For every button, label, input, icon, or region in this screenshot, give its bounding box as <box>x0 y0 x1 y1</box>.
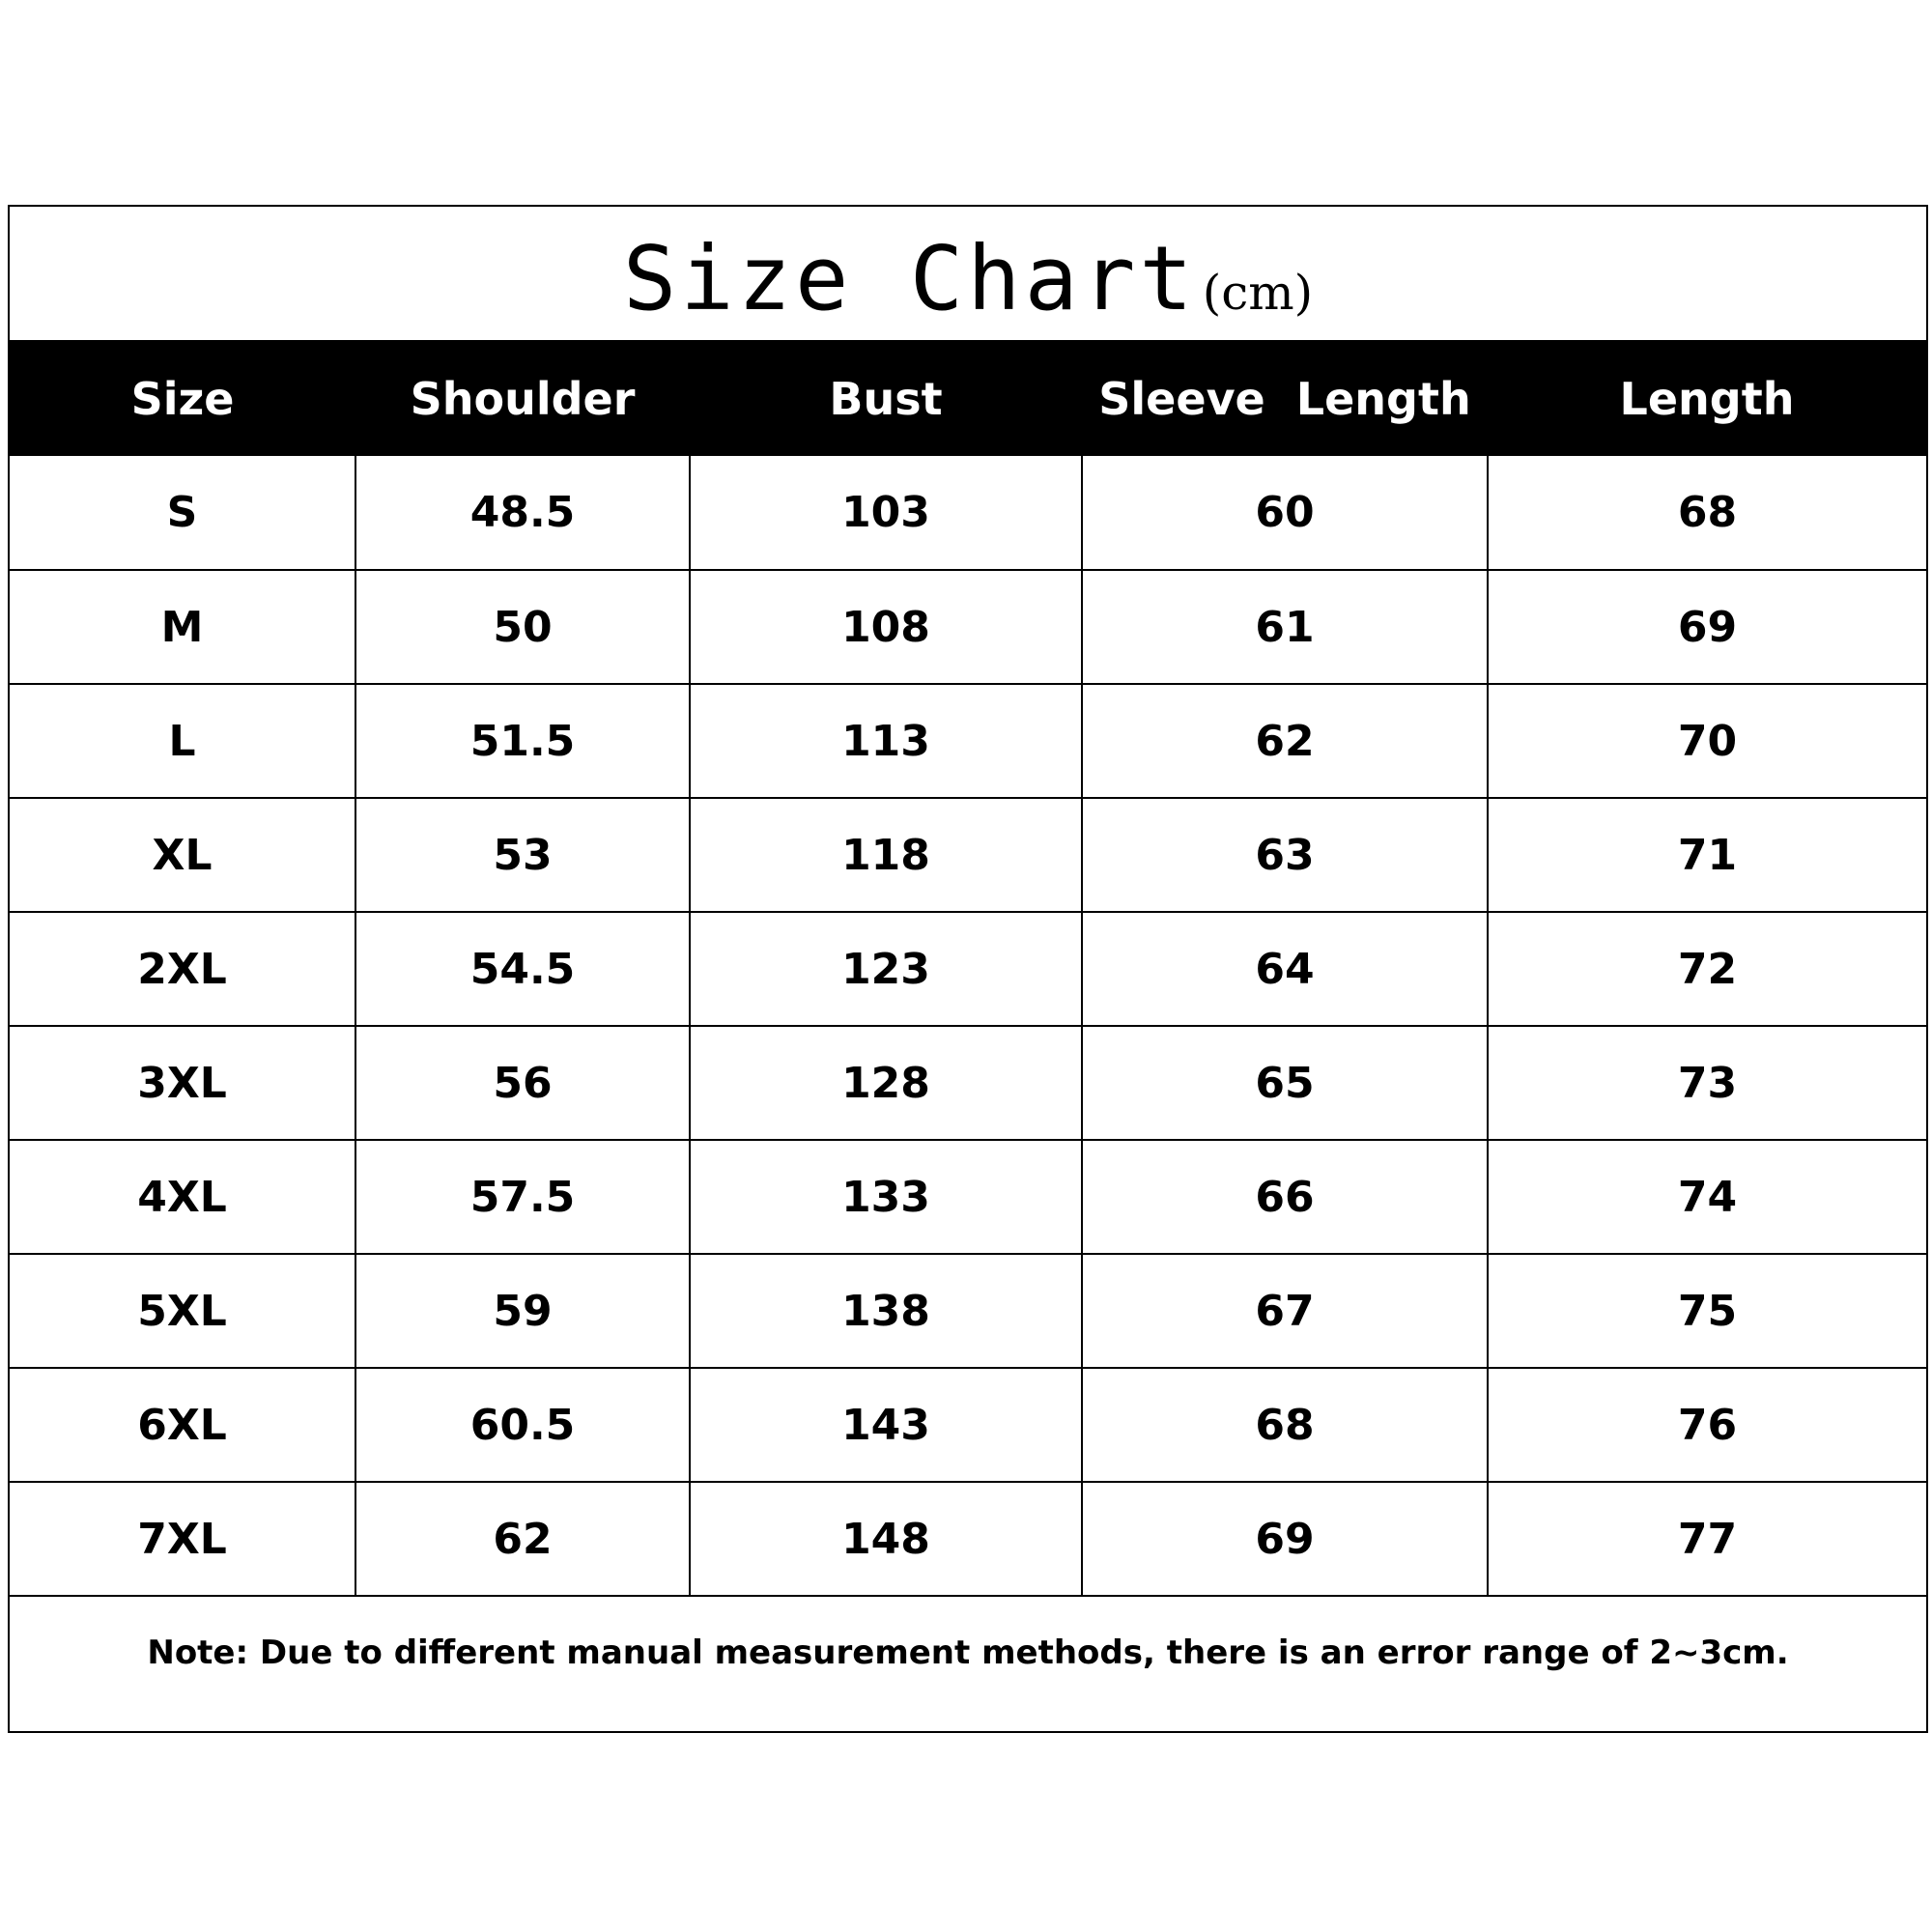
cell-shoulder: 48.5 <box>355 456 690 570</box>
header-shoulder: Shoulder <box>355 342 690 456</box>
cell-length: 77 <box>1488 1482 1926 1596</box>
cell-bust: 108 <box>690 570 1082 684</box>
table-row <box>10 1026 1926 1140</box>
cell-bust: 143 <box>690 1368 1082 1482</box>
table-row <box>10 570 1926 684</box>
table-header-row <box>10 342 1926 456</box>
cell-bust: 113 <box>690 684 1082 798</box>
cell-size: 5XL <box>10 1254 355 1368</box>
cell-sleeve-length: 69 <box>1082 1482 1488 1596</box>
table-row <box>10 798 1926 912</box>
cell-bust: 123 <box>690 912 1082 1026</box>
cell-sleeve-length: 60 <box>1082 456 1488 570</box>
size-table <box>10 342 1926 1597</box>
cell-length: 70 <box>1488 684 1926 798</box>
cell-size: S <box>10 456 355 570</box>
cell-length: 69 <box>1488 570 1926 684</box>
cell-shoulder: 56 <box>355 1026 690 1140</box>
cell-shoulder: 59 <box>355 1254 690 1368</box>
cell-size: 3XL <box>10 1026 355 1140</box>
table-row <box>10 912 1926 1026</box>
cell-sleeve-length: 68 <box>1082 1368 1488 1482</box>
header-size: Size <box>10 342 355 456</box>
cell-sleeve-length: 64 <box>1082 912 1488 1026</box>
cell-bust: 103 <box>690 456 1082 570</box>
cell-sleeve-length: 62 <box>1082 684 1488 798</box>
cell-sleeve-length: 66 <box>1082 1140 1488 1254</box>
table-row <box>10 1254 1926 1368</box>
cell-sleeve-length: 61 <box>1082 570 1488 684</box>
cell-shoulder: 54.5 <box>355 912 690 1026</box>
cell-bust: 128 <box>690 1026 1082 1140</box>
cell-shoulder: 51.5 <box>355 684 690 798</box>
cell-size: L <box>10 684 355 798</box>
cell-bust: 148 <box>690 1482 1082 1596</box>
cell-shoulder: 53 <box>355 798 690 912</box>
table-row <box>10 456 1926 570</box>
cell-bust: 138 <box>690 1254 1082 1368</box>
cell-size: 7XL <box>10 1482 355 1596</box>
header-length: Length <box>1488 342 1926 456</box>
table-row <box>10 1482 1926 1596</box>
chart-title <box>10 207 1926 342</box>
chart-title-unit: (cm) <box>1202 265 1314 321</box>
cell-sleeve-length: 67 <box>1082 1254 1488 1368</box>
cell-length: 74 <box>1488 1140 1926 1254</box>
size-chart <box>8 205 1928 1733</box>
cell-sleeve-length: 63 <box>1082 798 1488 912</box>
cell-length: 68 <box>1488 456 1926 570</box>
header-sleeve-length: Sleeve Length <box>1082 342 1488 456</box>
cell-shoulder: 57.5 <box>355 1140 690 1254</box>
cell-size: M <box>10 570 355 684</box>
chart-title-main: Size Chart <box>622 226 1197 330</box>
header-bust: Bust <box>690 342 1082 456</box>
cell-size: 2XL <box>10 912 355 1026</box>
table-row <box>10 1368 1926 1482</box>
cell-shoulder: 62 <box>355 1482 690 1596</box>
cell-bust: 133 <box>690 1140 1082 1254</box>
cell-bust: 118 <box>690 798 1082 912</box>
cell-length: 75 <box>1488 1254 1926 1368</box>
cell-length: 73 <box>1488 1026 1926 1140</box>
table-row <box>10 1140 1926 1254</box>
cell-size: 6XL <box>10 1368 355 1482</box>
cell-length: 76 <box>1488 1368 1926 1482</box>
cell-size: 4XL <box>10 1140 355 1254</box>
table-body <box>10 456 1926 1596</box>
cell-length: 71 <box>1488 798 1926 912</box>
measurement-note: Note: Due to different manual measurement methods, there is an error range of 2~3cm. <box>147 1634 1789 1672</box>
cell-shoulder: 50 <box>355 570 690 684</box>
cell-sleeve-length: 65 <box>1082 1026 1488 1140</box>
table-row <box>10 684 1926 798</box>
cell-length: 72 <box>1488 912 1926 1026</box>
cell-size: XL <box>10 798 355 912</box>
cell-shoulder: 60.5 <box>355 1368 690 1482</box>
